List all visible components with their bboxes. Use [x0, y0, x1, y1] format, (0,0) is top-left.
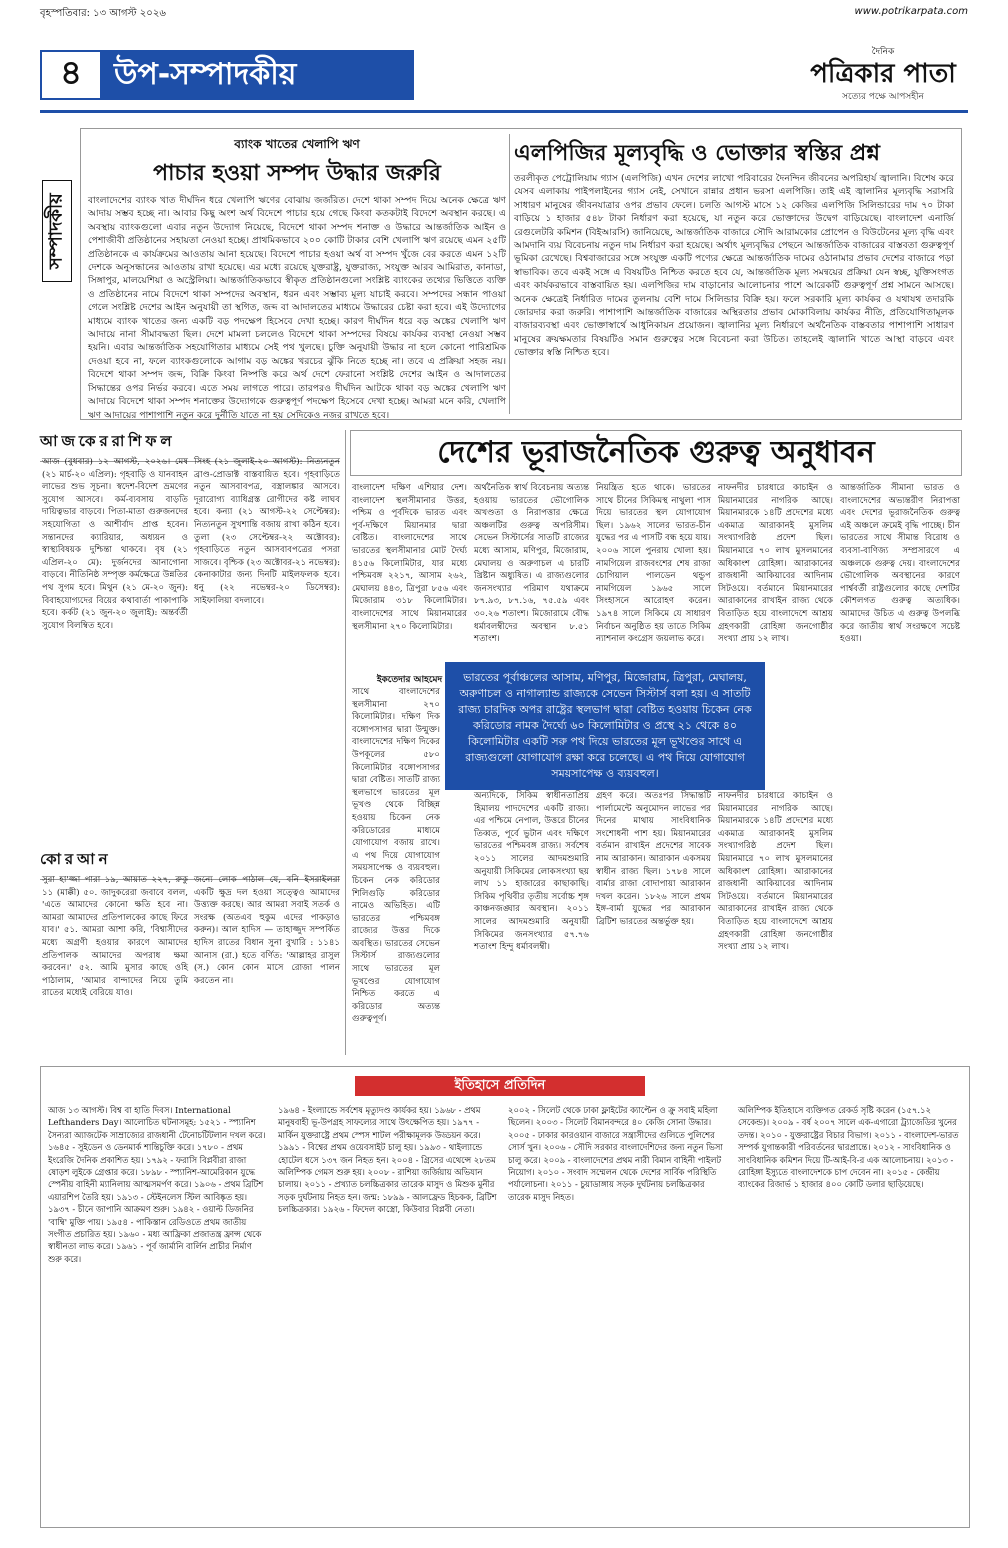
masthead-logo	[798, 44, 968, 104]
feature-col-7: আন্তর্জাতিক সীমানা ভারত ও বাংলাদেশের অভ্যন্তরীণ নিরাপত্তা এবং দেশের ভূরাজনৈতিক গুরুত্ব এই অঞ্চলে ক্রমেই বৃদ্ধি পাচ্ছে। চীন ভারতের সাথে সীমান্ত বিরোধ ও ব্যবসা-বাণিজ্য সম্প্রসারণে এ অঞ্চলকে গুরুত্ব দেয়। বাংলাদেশের ভৌগোলিক অবস্থানের কারণে পার্শ্ববর্তী রাষ্ট্রগুলোর কাছে দেশটির কৌশলগত গুরুত্ব অত্যধিক। আমাদের উচিত এ গুরুত্ব উপলব্ধি করে জাতীয় স্বার্থ সংরক্ষণে সচেষ্ট হওয়া।	[840, 483, 960, 645]
editorial-left-headline: পাচার হওয়া সম্পদ উদ্ধার জরুরি	[153, 160, 441, 186]
editorial-left-body: বাংলাদেশের ব্যাংক খাত দীর্ঘদিন ধরে খেলাপি ঋণের বোঝায় জর্জরিত। দেশে থাকা সম্পদ দিয়ে অনেক ক্ষেত্রে ঋণ আদায় সম্ভব হচ্ছে না। আবার কিছু অংশ অর্থ বিদেশে পাচার হয়ে গেছে কিংবা কতকটাই বিদেশে অবস্থান করছে। এ অবস্থায় ব্যাংকগুলো এবার নতুন উদ্যোগ নিয়েছে, বিদেশে থাকা সম্পদ শনাক্ত ও উদ্ধারে আন্তর্জাতিক আইন ও পেশাজীবী প্রতিষ্ঠানের সহায়তা নেওয়া হচ্ছে। প্রাথমিকভাবে ২০০ কোটি টাকার বেশি খেলাপি ঋণ রয়েছে এমন ২৫টি প্রতিষ্ঠানকে এ কার্যক্রমের আওতায় আনা হয়েছে। বিদেশে পাচার হওয়া অর্থ বা সম্পদ খুঁজে বের করতে এমন ১২টি দেশকে অনুসন্ধানের আওতায় রাখা হয়েছে। এর মধ্যে রয়েছে যুক্তরাষ্ট্র, যুক্তরাজ্য, সংযুক্ত আরব আমিরাত, কানাডা, সিঙ্গাপুর, মালয়েশিয়া ও অস্ট্রেলিয়া। আন্তর্জাতিকভাবে স্বীকৃত প্রতিষ্ঠানগুলো সংশ্লিষ্ট ব্যাংকের তথ্যের ভিত্তিতে ব্যক্তি ও প্রতিষ্ঠানের নামে বিদেশে থাকা সম্পদের অবস্থান, ধরন এবং সম্ভাব্য মূল্য যাচাই করবে। সম্পদের সন্ধান পাওয়া গেলে সংশ্লিষ্ট দেশের আইন অনুযায়ী তা স্থগিত, জব্দ বা আদালতের মাধ্যমে উদ্ধারের চেষ্টা করা হবে। এই উদ্যোগের মাধ্যমে ব্যাংক খাতের জন্য একটি বড় পদক্ষেপ হিসেবে দেখা হচ্ছে। কারণ দীর্ঘদিন ধরে বড় অঙ্কের খেলাপি ঋণ আদায়ে নানা সীমাবদ্ধতা ছিল। দেশে মামলা চললেও বিদেশে থাকা সম্পদের বিষয়ে কার্যকর ব্যবস্থা নেওয়া সম্ভব হয়নি। এবার আন্তর্জাতিক সহযোগিতার মাধ্যমে সেই পথ খুলছে। চুক্তি অনুযায়ী উদ্ধার না হলে কোনো পারিশ্রমিক দেওয়া হবে না, ফলে ব্যাংকগুলোকে আগাম বড় অঙ্কের খরচের ঝুঁকি নিতে হচ্ছে না। তবে এ প্রক্রিয়া সহজ নয়। বিদেশে থাকা সম্পদ জব্দ, বিক্রি কিংবা নিষ্পত্তি করে অর্থ দেশে ফেরানো সংশ্লিষ্ট দেশের আইন ও আদালতের সিদ্ধান্তের ওপর নির্ভর করবে। এতে সময় লাগতে পারে। তারপরও দীর্ঘদিন আটকে থাকা বড় অঙ্কের খেলাপি ঋণ আদায়ে বিদেশে থাকা সম্পদ শনাক্তের উদ্যোগকে গুরুত্বপূর্ণ পদক্ষেপ হিসেবে দেখা হচ্ছে। আমরা মনে করি, খেলাপি ঋণ আদায়ের পাশাপাশি নতুন করে দুর্নীতি যাতে না হয় সেদিকেও নজর রাখতে হবে।	[88, 195, 506, 421]
editorial-divider	[509, 134, 510, 414]
feature-col-3: নিয়ন্ত্রিত হতে থাকে। ভারতের সাথে চীনের সিকিমস্থ নাথুলা পাস দিয়ে ভারতের স্থল যোগাযোগ ছিল। ১৯৬২ সালের ভারত-চীন যুদ্ধের পর এ পাসটি বন্ধ হয়ে যায়। ২০০৬ সালে পুনরায় খোলা হয়। নামগিয়েল রাজবংশের শেষ রাজা চোগিয়াল পালডেন থন্ডুপ নামগিয়েল ১৯৬৫ সালে সিংহাসনে আরোহণ করেন। ১৯৭৪ সালে সিকিমে যে সাধারণ নির্বাচন অনুষ্ঠিত হয় তাতে সিকিম ন্যাশনাল কংগ্রেস জয়লাভ করে।	[596, 483, 711, 645]
feature-col-6: গ্রহণ করে। অতঃপর সিদ্ধান্তটি পার্লামেন্টে অনুমোদন লাভের পর দিনের মাথায় সাংবিধানিক সংশোধনী পাশ হয়। মিয়ানমারের বর্তমান রাখাইন প্রদেশের সাবেক নাম আরাকান। আরাকান একসময় স্বাধীন রাজ্য ছিল। ১৭৮৪ সালে বার্মার রাজা বোদাপায়া আরাকান দখল করেন। ১৮২৬ সালে প্রথম ইঙ্গ-বার্মা যুদ্ধের পর আরাকান ব্রিটিশ ভারতের অন্তর্ভুক্ত হয়।	[596, 791, 711, 927]
feature-col-2: অর্থনৈতিক স্বার্থ বিবেচনায় অত্যন্ত হওয়ায় ভারতের ভৌগোলিক অখণ্ডতা ও নিরাপত্তার ক্ষেত্রে অঞ্চলটির গুরুত্ব অপরিসীম। সেভেন সিস্টার্সের সাতটি রাজ্যের মধ্যে আসাম, মণিপুর, মিজোরাম, মেঘালয় ও অরুণাচল এ চারটি খ্রিষ্টান অধ্যুষিত। এ রাজ্যগুলোর জনসংখ্যার পরিমাণ যথাক্রমে ৮৭.৯৩, ৮৭.১৬, ৭৫.৫৯ এবং ৩০.২৬ শতাংশ। মিজোরামে বৌদ্ধ ধর্মাবলম্বীদের অবস্থান ৮.৫১ শতাংশ।	[474, 483, 589, 645]
editorial-left-kicker: ব্যাংক খাতের খেলাপি ঋণ	[234, 137, 360, 151]
feature-col-5: অন্যদিকে, সিকিম স্বাধীনতাপ্রিয় হিমালয় পাদদেশের একটি রাজ্য। এর পশ্চিমে নেপাল, উত্তরে চীনের তিব্বত, পূর্বে ভুটান এবং দক্ষিণে ভারতের পশ্চিমবঙ্গ রাজ্য। সর্বশেষ ২০১১ সালের আদমশুমারি অনুযায়ী সিকিমের লোকসংখ্যা ছয় লাখ ১১ হাজারের কাছাকাছি। সিকিম পৃথিবীর তৃতীয় সর্বোচ্চ শৃঙ্গ কাঞ্চনজঙ্ঘার অবস্থান। ২০১১ সালের আদমশুমারি অনুযায়ী সিকিমের জনসংখ্যার ৫৭.৭৬ শতাংশ হিন্দু ধর্মাবলম্বী।	[474, 791, 589, 953]
masthead-name: পত্রিকার পাতা	[810, 59, 956, 89]
history-col-3: ২০০২ - সিলেট থেকে ঢাকা ফ্লাইটের ক্যাপ্টেন ও ক্রু সবাই মহিলা ছিলেন। ২০০৩ - সিলেট বিমানবন্দরে ৪০ কেজি সোনা উদ্ধার। ২০০৫ - ঢাকার কারওয়ান বাজারে সন্ত্রাসীদের গুলিতে পুলিশের সোর্স খুন। ২০০৬ - সৌদি সরকার বাংলাদেশিদের জন্য নতুন ভিসা চালু করে। ২০০৯ - বাংলাদেশের প্রথম নারী বিমান বাহিনী পাইলট নিয়োগ। ২০১০ - সংবাদ সম্মেলন থেকে দেশের সার্বিক পরিস্থিতি পর্যালোচনা। ২০১১ - চুয়াডাঙ্গায় সড়ক দুর্ঘটনায় চলচ্চিত্রকার তারেক মাসুদ নিহত।	[508, 1105, 723, 1202]
feature-byline: ইকতেদার আহমেদ	[376, 675, 443, 685]
history-title: ইতিহাসে প্রতিদিন	[355, 1076, 645, 1096]
koran-title: কোরআন	[40, 850, 112, 868]
left-column-divider	[345, 430, 346, 1055]
feature-col-4: নাফনদীর চারধারে কাচাইন ও মিয়ানমারের নাগরিক আছে। মিয়ানমারকে ১৪টি প্রদেশের মধ্যে একমাত্র আরাকানই মুসলিম সংখ্যাগরিষ্ঠ প্রদেশ ছিল। মিয়ানমারে ৭০ লাখ মুসলমানের অধিকাংশ রোহিঙ্গা। আরাকানের রাজধানী আকিয়াবের আদিনাম সিটওয়ে। বর্তমানে মিয়ানমারের আরাকানের রাখাইন রাজ্য থেকে বিতাড়িত হয়ে বাংলাদেশে আশ্রয় গ্রহণকারী রোহিঙ্গা জনগোষ্ঠীর সংখ্যা প্রায় ১২ লাখ।	[718, 483, 833, 645]
feature-col-1: বাংলাদেশ দক্ষিণ এশিয়ার দেশ। বাংলাদেশ স্থলসীমানার উত্তর, পশ্চিম ও পূর্বদিকে ভারত এবং পূর্ব-দক্ষিণে মিয়ানমার দ্বারা বেষ্টিত। বাংলাদেশের সাথে ভারতের স্থলসীমানার মোট দৈর্ঘ্য ৪১৫৬ কিলোমিটার, যার মধ্যে পশ্চিমবঙ্গ ২২১৭, আসাম ২৬২, মেঘালয় ৪৪৩, ত্রিপুরা ৮৫৬ এবং মিজোরাম ৩১৮ কিলোমিটার। বাংলাদেশের সাথে মিয়ানমারের স্থলসীমানা ২৭০ কিলোমিটার।	[352, 483, 467, 632]
masthead-top: দৈনিক	[871, 47, 895, 57]
editorial-side-label: সম্পাদকীয়	[42, 180, 72, 282]
feature-headline: দেশের ভূরাজনৈতিক গুরুত্ব অনুধাবন	[350, 430, 962, 476]
history-col-4: অলিম্পিক ইতিহাসে ব্যক্তিগত রেকর্ড সৃষ্টি করেন (১৫৭.১২ সেকেন্ড)। ২০০৯ - বর্ষ ২০০৭ সালে এক-এগারো ট্র্যাজেডির খুনের তদন্ত। ২০১০ - যুক্তরাষ্ট্রের বিচার বিভাগ। ২০১১ - বাংলাদেশ-ভারত সম্পর্ক যুগান্তকারী পরিবর্তনের দ্বারপ্রান্তে। ২০১২ - সাংবিধানিক ও সাংবিধানিক কমিশন দিয়ে টি-আই-বি-র এক আলোচনায়। ২০১৩ - রোহিঙ্গা ইস্যুতে বাংলাদেশকে চাপ দেবেন না। ২০১৫ - কেন্দ্রীয় ব্যাংকের রিজার্ভ ১ হাজার ৪০০ কোটি ডলার ছাড়িয়েছে।	[738, 1105, 959, 1190]
rashifal-title: আজকেররাশিফল	[40, 432, 176, 450]
koran-col-2: জন্যে লোক পাঠাল যে, বনি ইসরাইলরা একটি ক্ষুদ্র দল হওয়া সত্ত্বেও আমাদের উত্ত্যক্ত করছে। আর আমরা সবাই সতর্ক ও সংরক্ষ (অতএব হুকুম এদের পাকড়াও করুন)। আল হাদিস — তাহাজ্জুদ সম্পর্কিত হাদিস রাতের বিধান সুনা বুখারি : ১১৪১ আনাস (রা.) হতে বর্ণিত: 'আল্লাহর রাসুল (স.) কোন কোন মাসে রোজা পালন করতেন না।	[194, 875, 340, 986]
history-col-2: ১৯৬৪ - ইংল্যান্ডে সর্বশেষ মৃত্যুদণ্ড কার্যকর হয়। ১৯৬৮ - প্রথম মানুষবাহী ভূ-উপগ্রহ সাফল্যের সাথে উৎক্ষেপিত হয়। ১৯৭৭ - মার্কিন যুক্তরাষ্ট্রে প্রথম স্পেস শাটল পরীক্ষামূলক উড্ডয়ন করে। ১৯৯১ - বিশ্বের প্রথম ওয়েবসাইট চালু হয়। ১৯৯৩ - থাইল্যান্ডে হোটেল ধসে ১৩৭ জন নিহত হন। ২০০৪ - গ্রিসের এথেন্সে ২৮তম অলিম্পিক গেমস শুরু হয়। ২০০৮ - রাশিয়া জর্জিয়ায় অভিযান চালায়। ২০১১ - প্রখ্যাত চলচ্চিত্রকার তারেক মাসুদ ও মিশুক মুনীর সড়ক দুর্ঘটনায় নিহত হন। জন্ম: ১৮৯৯ - আলফ্রেড হিচকক, ব্রিটিশ চলচ্চিত্রকার। ১৯২৬ - ফিদেল কাস্ত্রো, কিউবার বিপ্লবী নেতা।	[278, 1105, 497, 1215]
section-title: উপ-সম্পাদকীয়	[100, 50, 414, 100]
editorial-right-body: তরলীকৃত পেট্রোলিয়াম গ্যাস (এলপিজি) এখন দেশের লাখো পরিবারের দৈনন্দিন জীবনের অপরিহার্য জ্বালানি। বিশেষ করে যেসব এলাকায় পাইপলাইনের গ্যাস নেই, সেখানে রান্নার প্রধান ভরসা এলপিজি। তাই এই জ্বালানির মূল্যবৃদ্ধি সরাসরি সাধারণ মানুষের জীবনযাত্রার ওপর প্রভাব ফেলে। চলতি আগস্ট মাসে ১২ কেজির এলপিজি সিলিন্ডারের দাম ৭০ টাকা বাড়িয়ে ১ হাজার ৫৪৮ টাকা নির্ধারণ করা হয়েছে, যা নতুন করে ভোক্তাদের উদ্বেগ বাড়িয়েছে। বাংলাদেশ এনার্জি রেগুলেটরি কমিশন (বিইআরসি) জানিয়েছে, আন্তর্জাতিক বাজারে সৌদি আরামকোর প্রোপেন ও বিউটেনের মূল্য বৃদ্ধি এবং আমদানি ব্যয় বিবেচনায় নতুন দাম নির্ধারণ করা হয়েছে। অর্থাৎ মূল্যবৃদ্ধির পেছনে আন্তর্জাতিক বাজারের বাস্তবতা গুরুত্বপূর্ণ ভূমিকা রেখেছে। বিশ্ববাজারের সঙ্গে সংযুক্ত একটি পণ্যের ক্ষেত্রে আন্তর্জাতিক দামের ওঠানামার প্রভাব দেশের বাজারে পড়া স্বাভাবিক। তবে একই সঙ্গে এ বিষয়টিও নিশ্চিত করতে হবে যে, আন্তর্জাতিক মূল্য সমন্বয়ের প্রক্রিয়া যেন স্বচ্ছ, যুক্তিসংগত এবং কার্যকরভাবে বাস্তবায়িত হয়। এলপিজির দাম বাড়ানোর আলোচনার পাশে আরেকটি গুরুত্বপূর্ণ প্রশ্ন সামনে আসছে। অনেক ক্ষেত্রেই নির্ধারিত দামের তুলনায় বেশি দামে সিলিন্ডার বিক্রি হয়। ফলে সরকারি মূল্য কার্যকর ও যথাযথ তদারকি জোরদার করা জরুরি। পাশাপাশি আন্তর্জাতিক বাজারের অস্থিরতার প্রভাব মোকাবিলায় কার্যকর নীতি, প্রতিযোগিতামূলক বাজারব্যবস্থা এবং ভোক্তাস্বার্থে আধুনিকায়ন প্রয়োজন। জ্বালানির মূল্য নির্ধারণে অর্থনৈতিক বাস্তবতার পাশাপাশি সাধারণ মানুষের ক্রয়ক্ষমতার বিষয়টিও সমান গুরুত্বের সঙ্গে বিবেচনা করা উচিত। তাহলেই জ্বালানি খাতে আস্থা বাড়বে এবং ভোক্তার স্বস্তি নিশ্চিত হবে।	[514, 173, 954, 359]
page-number: ৪	[40, 50, 102, 100]
top-line	[40, 6, 968, 20]
date-line: বৃহস্পতিবার: ১৩ আগস্ট ২০২৬	[40, 8, 166, 19]
rashifal-col-1: আজ (বুধবার) ১২ আগস্ট, ২০২৬। মেষ (২১ মার্চ-২০ এপ্রিল): গৃহবাড়ি ও যানবাহন লাভের শুভ সূচনা। স্বদেশ-বিদেশ ভ্রমণের সুযোগ আসবে। কর্ম-ব্যবসায় বাড়তি দায়িত্বভার বাড়বে। পিতা-মাতা গুরুজনদের সহযোগিতা ও আশীর্বাদ প্রাপ্ত হবেন। সন্তানদের ক্যারিয়ার, অধ্যয়ন ও স্বাস্থ্যবিষয়ক দুশ্চিন্তা থাকবে। বৃষ (২১ এপ্রিল-২০ মে): দুর্জনদের আনাগোনা বাড়বে। নীতিনিষ্ঠ সম্পৃক্ত কর্মক্ষেত্রে উন্নতির পথ সুগম হবে। মিথুন (২১ মে-২০ জুন): বিবাহযোগ্যদের বিয়ের কথাবার্তা পাকাপাকি হবে। কর্কট (২১ জুন-২০ জুলাই): অন্তর্বর্তী সুযোগ বিলম্বিত হবে।	[42, 457, 188, 631]
feature-col-6b: নাফনদীর চারধারে কাচাইন ও মিয়ানমারের নাগরিক আছে। মিয়ানমারকে ১৪টি প্রদেশের মধ্যে একমাত্র আরাকানই মুসলিম সংখ্যাগরিষ্ঠ প্রদেশ ছিল। মিয়ানমারে ৭০ লাখ মুসলমানের অধিকাংশ রোহিঙ্গা। আরাকানের রাজধানী আকিয়াবের আদিনাম সিটওয়ে। বর্তমানে মিয়ানমারের আরাকানের রাখাইন রাজ্য থেকে বিতাড়িত হয়ে বাংলাদেশে আশ্রয় গ্রহণকারী রোহিঙ্গা জনগোষ্ঠীর সংখ্যা প্রায় ১২ লাখ।	[718, 791, 833, 953]
masthead-sub: সত্যের পক্ষে আপসহীন	[842, 92, 924, 102]
pull-quote: ভারতের পূর্বাঞ্চলের আসাম, মণিপুর, মিজোরাম, ত্রিপুরা, মেঘালয়, অরুণাচল ও নাগাল্যান্ড রাজ্যকে সেভেন সিস্টার্স বলা হয়। এ সাতটি রাজ্য চারদিক অপর রাষ্ট্রের স্থলভাগ দ্বারা বেষ্টিত হওয়ায় চিকেন নেক করিডোর নামক দৈর্ঘ্যে ৬০ কিলোমিটার ও প্রস্থে ২১ থেকে ৪০ কিলোমিটার একটি সরু পথ দিয়ে ভারতের মূল ভূখণ্ডের সাথে এ রাজ্যগুলো যোগাযোগ রক্ষা করে চলেছে। এ পথ দিয়ে যোগাযোগ সময়সাপেক্ষ ও ব্যয়বহুল।	[445, 662, 765, 790]
rashifal-col-2: সিংহ (২১ জুলাই-২০ আগস্ট): নিত্যনতুন ব্রাণ্ড-প্রোডাক্ট বাস্তবায়িত হবে। গৃহবাড়িতে নতুন আসবাবপত্র, বস্ত্রালঙ্কার আসবে। দূরারোগ্য ব্যাধিগ্রস্ত রোগীদের কষ্ট লাঘব হবে। কন্যা (২১ আগস্ট-২২ সেপ্টেম্বর): নিত্যনতুন সুখশান্তি বজায় রাখা কঠিন হবে। তুলা (২৩ সেপ্টেম্বর-২২ অক্টোবর): গৃহবাড়িতে নতুন আসবাবপত্রের পসরা সাজবে। বৃশ্চিক (২৩ অক্টোবর-২১ নভেম্বর): কেনাকাটার জন্য দিনটি মাইলফলক হবে। ধনু (২২ নভেম্বর-২০ ডিসেম্বর): সাইফালিয়া বদলাবে।	[194, 457, 340, 606]
website-url[interactable]: www.potrikarpata.com	[854, 6, 968, 17]
editorial-left	[88, 130, 506, 421]
header-divider	[40, 110, 968, 113]
editorial-right-headline: এলপিজির মূল্যবৃদ্ধি ও ভোক্তার স্বস্তির প্রশ্ন	[514, 140, 881, 166]
history-col-1: আজ ১৩ আগস্ট। বিশ্ব বা হাতি দিবস। International Lefthanders Day। আলোচিত ঘটনাসমূহ: ১৫২১ - স্প্যানিশ সৈন্যরা অ্যাজটেক সাম্রাজ্যের রাজধানী টেনোচটিটলান দখল করে। ১৬৪৫ - সুইডেন ও ডেনমার্ক শান্তিচুক্তি করে। ১৭৮০ - প্রথম ইংরেজি দৈনিক প্রকাশিত হয়। ১৭৯২ - ফরাসি বিপ্লবীরা রাজা ষোড়শ লুইকে গ্রেপ্তার করে। ১৮৯৮ - স্প্যানিশ-আমেরিকান যুদ্ধে স্পেনীয় বাহিনী ম্যানিলায় আত্মসমর্পণ করে। ১৯০৬ - প্রথম ব্রিটিশ এয়ারশিপ তৈরি হয়। ১৯১৩ - স্টেইনলেস স্টিল আবিষ্কৃত হয়। ১৯৩৭ - চীনে জাপানি আক্রমণ শুরু। ১৯৪২ - ওয়াল্ট ডিজনির 'বাম্বি' মুক্তি পায়। ১৯৫৪ - পাকিস্তান রেডিওতে প্রথম জাতীয় সংগীত প্রচারিত হয়। ১৯৬০ - মধ্য আফ্রিকা প্রজাতন্ত্র ফ্রান্স থেকে স্বাধীনতা লাভ করে। ১৯৬১ - পূর্ব জার্মানি বার্লিন প্রাচীর নির্মাণ শুরু করে।	[48, 1105, 266, 1264]
editorial-right	[514, 130, 954, 412]
koran-col-1: সুরা হা'জ্জা পারা ১৯, আয়াত ২২৭, রুকু ১১ (মাক্কী) ৫০. জাদুকরেরা জবাবে বলল, 'এতে আমাদের কোনো ক্ষতি হবে না। আমরা আমাদের প্রতিপালকের কাছে ফিরে যাব।' ৫১. আমরা আশা করি, 'বিশ্বাসীদের মধ্যে অগ্রণী হওয়ার কারণে আমাদের প্রতিপালক আমাদের অপরাধ ক্ষমা করবেন।' ৫২. আমি মুসার কাছে ওহি পাঠালাম, 'আমার বান্দাদের নিয়ে তুমি রাতের মধ্যেই বেরিয়ে যাও।	[42, 875, 188, 999]
feature-col-1b: সাথে বাংলাদেশের স্থলসীমানা ২৭০ কিলোমিটার। দক্ষিণ দিক বঙ্গোপসাগর দ্বারা উন্মুক্ত। বাংলাদেশের দক্ষিণ দিকের উপকূলের ৫৮০ কিলোমিটার বঙ্গোপসাগর দ্বারা বেষ্টিত। সাতটি রাজ্য স্থলভাগে ভারতের মূল ভূখণ্ড থেকে বিচ্ছিন্ন হওয়ায় চিকেন নেক করিডোরের মাধ্যমে যোগাযোগ বজায় রাখে। এ পথ দিয়ে যোগাযোগ সময়সাপেক্ষ ও ব্যয়বহুল। চিকেন নেক করিডোর শিলিগুড়ি করিডোর নামেও অভিহিত। এটি ভারতের পশ্চিমবঙ্গ রাজ্যের উত্তর দিকে অবস্থিত। ভারতের সেভেন সিস্টার্স রাজ্যগুলোর সাথে ভারতের মূল ভূখণ্ডের যোগাযোগ নিশ্চিত করতে এ করিডোর অত্যন্ত গুরুত্বপূর্ণ।	[352, 687, 440, 1025]
